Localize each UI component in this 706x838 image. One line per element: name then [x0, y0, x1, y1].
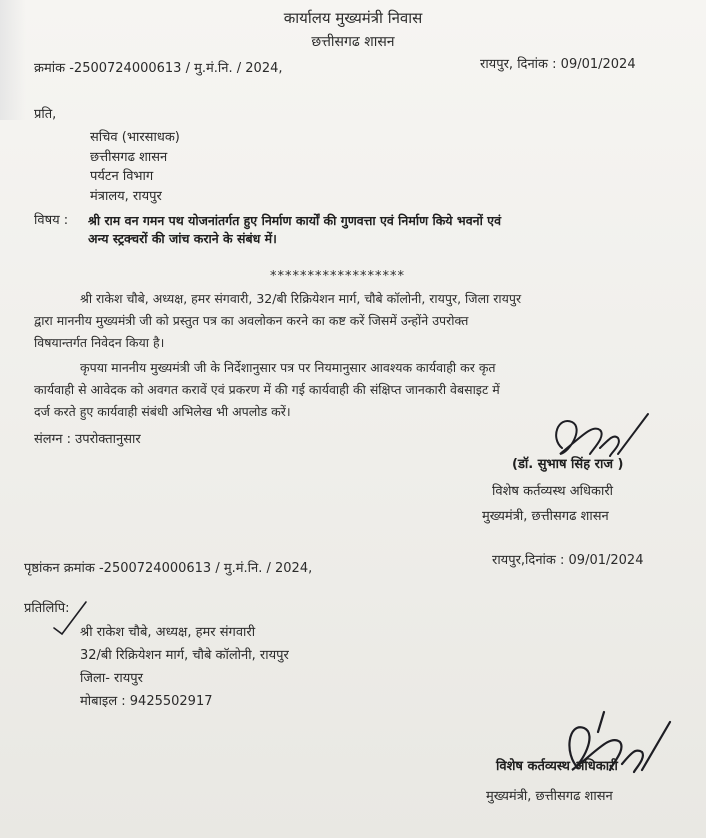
endorsement-office: मुख्यमंत्री, छत्तीसगढ शासन — [486, 789, 613, 804]
state-heading: छत्तीसगढ शासन — [311, 34, 395, 50]
copy-line: 32/बी रिक्रियेशन मार्ग, चौबे कॉलोनी, रायपुर — [80, 648, 289, 663]
recipient-line: छत्तीसगढ शासन — [90, 150, 168, 165]
body-line: दर्ज करते हुए कार्यवाही संबंधी अभिलेख भी अपलोड करें। — [34, 404, 291, 419]
copy-label: प्रतिलिपि: — [24, 601, 70, 616]
star-separator: ****************** — [270, 269, 405, 284]
office-heading: कार्यालय मुख्यमंत्री निवास — [283, 9, 423, 27]
signatory-designation: विशेष कर्तव्यस्थ अधिकारी — [492, 484, 614, 499]
prati-label: प्रति, — [34, 107, 57, 122]
subject-label: विषय : — [34, 213, 69, 228]
enclosure: संलग्न : उपरोक्तानुसार — [34, 432, 141, 447]
body-line: द्वारा माननीय मुख्यमंत्री जी को प्रस्तुत पत्र का अवलोकन करने का कष्ट करें जिसमें उन्होंने उपरोक्त — [34, 313, 469, 328]
signatory-office: मुख्यमंत्री, छत्तीसगढ शासन — [482, 509, 609, 524]
copy-line: श्री राकेश चौबे, अध्यक्ष, हमर संगवारी — [80, 625, 256, 640]
recipient-line: सचिव (भारसाधक) — [90, 130, 180, 145]
recipient-line: मंत्रालय, रायपुर — [90, 189, 162, 204]
subject-line-2: अन्य स्ट्रक्चरों की जांच कराने के संबंध में। — [88, 231, 277, 246]
endorsement-designation: विशेष कर्तव्यस्थ अधिकारी — [496, 759, 618, 774]
subject-line-1: श्री राम वन गमन पथ योजनांतर्गत हुए निर्माण कार्यों की गुणवत्ता एवं निर्माण किये भवनों एवं — [88, 213, 502, 228]
body-line: श्री राकेश चौबे, अध्यक्ष, हमर संगवारी, 32/बी रिक्रियेशन मार्ग, चौबे कॉलोनी, रायपुर, जिला रायपुर — [80, 291, 522, 306]
copy-line: मोबाइल : 9425502917 — [80, 694, 213, 709]
endorsement-date: रायपुर,दिनांक : 09/01/2024 — [492, 553, 644, 568]
endorsement-number: पृष्ठांकन क्रमांक -2500724000613 / मु.मं.नि. / 2024, — [24, 561, 313, 576]
signatory-name: (डॉ. सुभाष सिंह राज ) — [512, 457, 624, 472]
body-line: कार्यवाही से आवेदक को अवगत करावें एवं प्रकरण में की गई कार्यवाही की संक्षिप्त जानकारी वेबसाइट में — [34, 382, 500, 397]
reference-date: रायपुर, दिनांक : 09/01/2024 — [480, 57, 636, 72]
recipient-line: पर्यटन विभाग — [90, 169, 154, 184]
copy-line: जिला- रायपुर — [80, 671, 143, 686]
reference-number: क्रमांक -2500724000613 / मु.मं.नि. / 2024, — [34, 61, 283, 76]
body-line: कृपया माननीय मुख्यमंत्री जी के निर्देशानुसार पत्र पर नियमानुसार आवश्यक कार्यवाही कर कृत — [80, 360, 496, 375]
body-line: विषयान्तर्गत निवेदन किया है। — [34, 335, 165, 350]
